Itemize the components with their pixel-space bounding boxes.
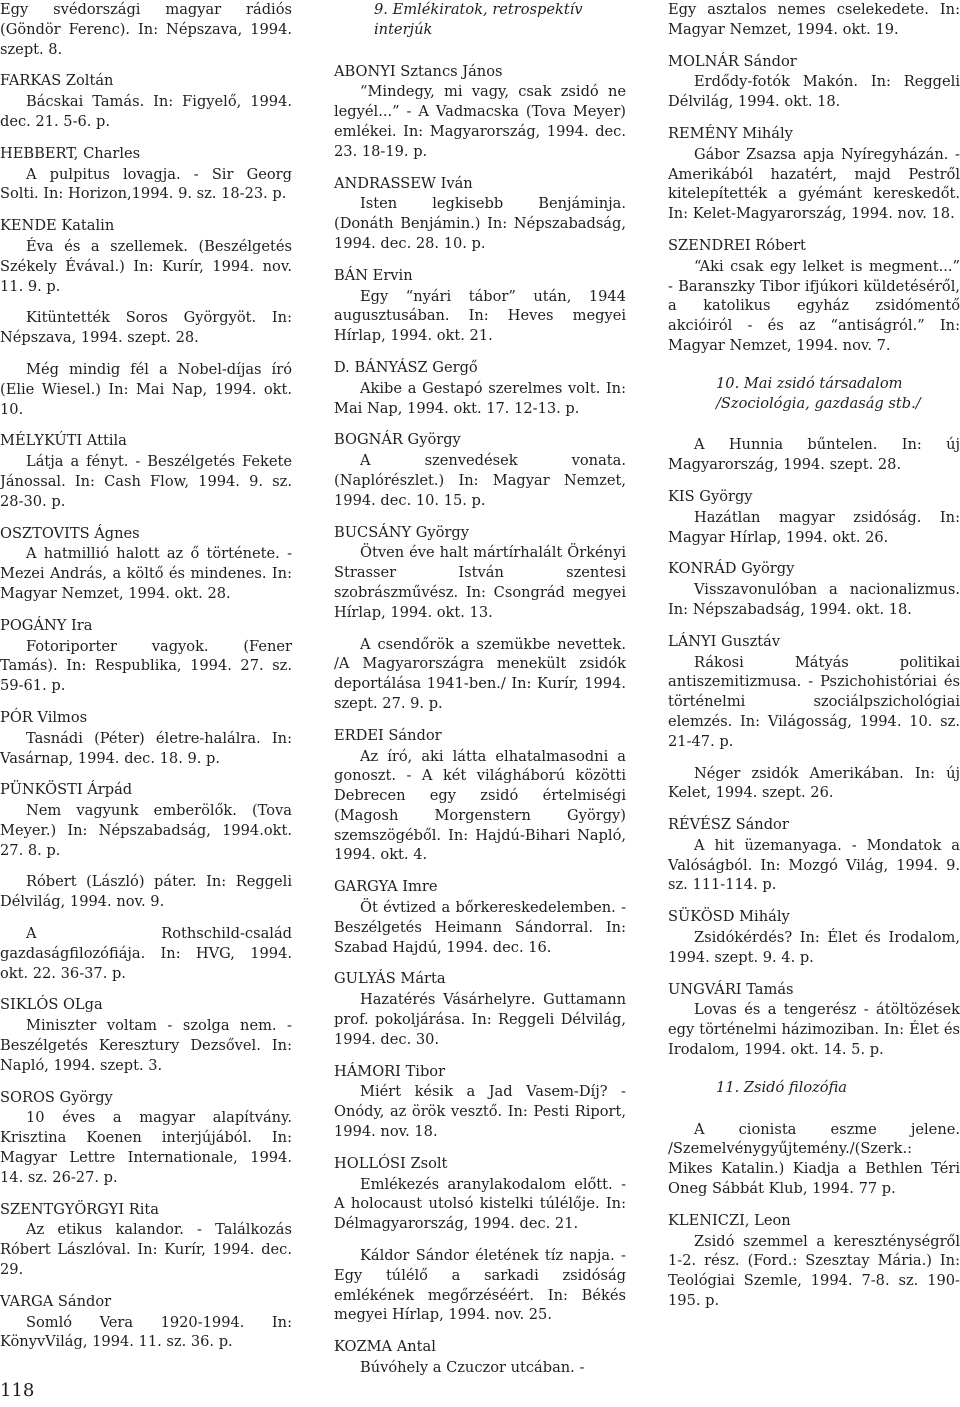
bibliography-entry [0,1088,292,1188]
entry-text: Ötven éve halt mártírhalált Örkényi Strasser István szentesi szobrászművész. In: Csongrád megyei Hírlap, 1994. okt. 13. [334,544,626,621]
author-name: MÉLYKÚTI Attila [0,432,127,450]
entry-text: Egy asztalos nemes cselekedete. In: Magyar Nemzet, 1994. okt. 19. [668,1,960,38]
bibliography-entry [334,62,626,162]
author-name: GULYÁS Márta [334,970,446,988]
entry-text: Akibe a Gestapó szerelmes volt. In: Mai Nap, 1994. okt. 17. 12-13. p. [334,379,626,417]
author-name: ANDRASSEW Iván [334,174,473,192]
author-name: KENDE Katalin [0,217,115,235]
section-heading: 9. Emlékiratok, retrospektív interjúk [374,1,583,38]
entry-text: Lovas és a tengerész - átöltözések egy történelmi házimoziban. In: Élet és Irodalom, 1994. okt. 14. 5. p. [668,1001,960,1059]
bibliography-entry [0,708,292,768]
entry-text: Búvóhely a Czuczor utcában. - [360,1359,585,1377]
entry-text: Látja a fényt. - Beszélgetés Fekete Jánossal. In: Cash Flow, 1994. 9. sz. 28-30. p. [0,453,292,510]
entry-text: Az író, aki látta elhatalmasodni a gonoszt. - A két világháború közötti Debrecen egy zsidó értelmiségi (Magosh Morgenstern György) szemszögéből. In: Hajdú-Bihari Napló, 1994. okt. 4. [334,747,626,864]
entry-text: Egy svédországi magyar rádiós (Göndör Ferenc). In: Népszava, 1994. szept. 8. [0,1,292,58]
bibliography-entry [0,524,292,604]
entry-text: Miért késik a Jad Vasem-Díj? - Onódy, az örök vesztő. In: Pesti Riport, 1994. nov. 18. [334,1083,626,1141]
entry-text: Zsidókérdés? In: Élet és Irodalom, 1994. szept. 9. 4. p. [668,929,960,966]
bibliography-entry [334,969,626,1049]
author-name: SIKLÓS OLga [0,996,103,1014]
entry-text: Gábor Zsazsa apja Nyíregyházán. - Amerikából hazatért, majd Pestről kitelepítették a gyémánt kereskedőt. In: Kelet-Magyarország, 1994. nov. 18. [668,145,960,223]
author-name: ERDEI Sándor [334,726,442,744]
bibliography-entry [0,1200,292,1280]
author-name: GARGYA Imre [334,878,438,896]
entry-text: A Hunnia bűntelen. In: új Magyarország, 1994. szept. 28. [668,436,960,474]
section-heading: 10. Mai zsidó társadalom /Szociológia, gazdaság stb./ [716,374,921,412]
author-name: HOLLÓSI Zsolt [334,1154,448,1172]
bibliography-entry [0,780,292,860]
author-name: BUCSÁNY György [334,523,470,541]
author-name: PÜNKÖSTI Árpád [0,781,133,799]
bibliography-entry [668,1211,960,1311]
bibliography-entry [334,523,626,623]
author-name: HEBBERT, Charles [0,144,141,162]
author-name: SÜKÖSD Mihály [668,908,790,926]
author-name: BOGNÁR György [334,431,461,449]
entry-text: Éva és a szellemek. (Beszélgetés Székely Évával.) In: Kurír, 1994. nov. 11. 9. p. [0,237,292,295]
entry-text: A pulpitus lovagja. - Sir Georg Solti. In: Horizon,1994. 9. sz. 18-23. p. [0,165,292,203]
entry-text: Róbert (László) páter. In: Reggeli Délvilág, 1994. nov. 9. [0,873,292,911]
bibliography-entry [0,0,292,59]
entry-text: Bácskai Tamás. In: Figyelő, 1994. dec. 21. 5-6. p. [0,93,292,130]
entry-text: Rákosi Mátyás politikai antiszemitizmusa. - Pszichohistóriai és történelmi szociálpszichológiai elemzés. In: Világosság, 1994. 10. sz. 21-47. p. [668,653,960,750]
author-name: KLENICZI, Leon [668,1211,791,1229]
entry-text: A csendőrök a szemükbe nevettek. /A Magyarországra menekült zsidók deportálása 1941-ben./ In: Kurír, 1994. szept. 27. 9. p. [334,635,626,712]
entry-text: Emlékezés aranylakodalom előtt. - A holocaust utolsó kistelki túlélője. In: Délmagyarország, 1994. dec. 21. [334,1175,626,1233]
author-name: OSZTOVITS Ágnes [0,524,140,542]
entry-text: Még mindig fél a Nobel-díjas író (Elie Wiesel.) In: Mai Nap, 1994. okt. 10. [0,360,292,418]
bibliography-entry [0,995,292,1075]
entry-text: Somló Vera 1920-1994. In: KönyvVilág, 1994. 11. sz. 36. p. [0,1313,292,1351]
author-name: POGÁNY Ira [0,616,93,634]
section-heading: 11. Zsidó filozófia [716,1078,848,1096]
bibliography-entry [668,632,960,752]
entry-text: Miniszter voltam - szolga nem. - Beszélgetés Keresztury Dezsővel. In: Napló, 1994. szept. 3. [0,1017,292,1074]
bibliography-entry [334,174,626,254]
bibliography-entry [334,430,626,510]
author-name: BÁN Ervin [334,266,413,284]
author-name: D. BÁNYÁSZ Gergő [334,358,478,376]
column-1 [0,0,292,1364]
bibliography-entry [668,236,960,356]
bibliography-entry [334,266,626,346]
page-number: 118 [0,1380,35,1401]
author-name: PÓR Vilmos [0,708,88,726]
entry-text: “Aki csak egy lelket is megment...” - Baranszky Tibor ifjúkori küldetéséről, a katolikus egyház zsidómentő akcióiról - és az “antiságról.” In: Magyar Nemzet, 1994. nov. 7. [668,257,960,354]
entry-text: A cionista eszme jelene. /Szemelvénygyűjtemény./(Szerk.: Mikes Katalin.) Kiadja a Bethlen Téri Oneg Sábbát Klub, 1994. 77 p. [668,1120,960,1198]
bibliography-entry [0,431,292,511]
entry-text: A hatmillió halott az ő története. - Mezei András, a költő és mindenes. In: Magyar Nemzet, 1994. okt. 28. [0,545,292,602]
bibliography-entry [668,1120,960,1199]
author-name: RÉVÉSZ Sándor [668,816,789,834]
entry-text: Öt évtized a bőrkereskedelemben. - Beszélgetés Heimann Sándorral. In: Szabad Hajdú, 1994. dec. 16. [334,899,626,956]
bibliography-entry [334,726,626,866]
bibliography-entry [0,308,292,348]
bibliography-entry [668,907,960,967]
entry-text: Az etikus kalandor. - Találkozás Róbert Lászlóval. In: Kurír, 1994. dec. 29. [0,1221,292,1279]
author-name: REMÉNY Mihály [668,124,793,142]
author-name: KIS György [668,487,753,505]
author-name: SOROS György [0,1088,113,1106]
entry-text: “Mindegy, mi vagy, csak zsidó ne legyél...” - A Vadmacska (Tova Meyer) emlékei. In: Magyarország, 1994. dec. 23. 18-19. p. [334,83,626,160]
column-2 [334,0,626,1390]
bibliography-entry [668,52,960,112]
entry-text: Zsidó szemmel a kereszténységről 1-2. rész. (Ford.: Szesztay Mária.) In: Teológiai Szemle, 1994. 7-8. sz. 190-195. p. [668,1232,960,1310]
entry-text: A hit üzemanyaga. - Mondatok a Valóságból. In: Mozgó Világ, 1994. 9. sz. 111-114. p. [668,836,960,894]
bibliography-entry [668,487,960,547]
bibliography-entry [0,71,292,131]
author-name: UNGVÁRI Tamás [668,980,794,998]
bibliography-entry [668,0,960,40]
entry-text: Néger zsidók Amerikában. In: új Kelet, 1994. szept. 26. [668,764,960,802]
entry-text: Hazatérés Vásárhelyre. Guttamann prof. pokoljárása. In: Reggeli Délvilág, 1994. dec. 30. [334,991,626,1048]
bibliography-entry [668,435,960,475]
bibliography-entry [668,980,960,1060]
author-name: HÁMORI Tibor [334,1062,446,1080]
author-name: VARGA Sándor [0,1292,112,1310]
bibliography-entry [0,616,292,696]
bibliography-entry [668,124,960,224]
bibliography-entry [0,144,292,204]
bibliography-entry [668,815,960,895]
author-name: MOLNÁR Sándor [668,52,797,70]
bibliography-entry [668,559,960,619]
author-name: KONRÁD György [668,560,795,578]
bibliography-entry [0,872,292,912]
bibliography-entry [0,216,292,296]
entry-text: 10 éves a magyar alapítvány. Krisztina Koenen interjújából. In: Magyar Lettre Internationale, 1994. 14. sz. 26-27. p. [0,1109,292,1186]
entry-text: Nem vagyunk emberölők. (Tova Meyer.) In: Népszabadság, 1994.okt. 27. 8. p. [0,802,292,859]
bibliography-entry [334,358,626,418]
entry-text: A Rothschild-család gazdaságfilozófiája. In: HVG, 1994. okt. 22. 36-37. p. [0,925,292,982]
author-name: KOZMA Antal [334,1338,436,1356]
bibliography-entry [668,764,960,804]
bibliography-entry [334,635,626,714]
entry-text: Káldor Sándor életének tíz napja. - Egy túlélő a sarkadi zsidóság emlékének megőrzéséért. In: Békés megyei Hírlap, 1994. nov. 25. [334,1247,626,1324]
entry-text: Visszavonulóban a nacionalizmus. In: Népszabadság, 1994. okt. 18. [668,581,960,618]
bibliography-entry [0,360,292,419]
entry-text: Tasnádi (Péter) életre-halálra. In: Vasárnap, 1994. dec. 18. 9. p. [0,729,292,767]
entry-text: Kitüntették Soros Györgyöt. In: Népszava, 1994. szept. 28. [0,309,292,347]
column-3 [668,0,960,1323]
author-name: LÁNYI Gusztáv [668,632,781,650]
entry-text: Egy “nyári tábor” után, 1944 augusztusában. In: Heves megyei Hírlap, 1994. okt. 21. [334,287,626,345]
bibliography-entry [334,1337,626,1378]
entry-text: A szenvedések vonata. (Naplórészlet.) In: Magyar Nemzet, 1994. dec. 10. 15. p. [334,452,626,509]
entry-text: Hazátlan magyar zsidóság. In: Magyar Hírlap, 1994. okt. 26. [668,508,960,546]
bibliography-entry [334,1062,626,1142]
entry-text: Isten legkisebb Benjáminja. (Donáth Benjámin.) In: Népszabadság, 1994. dec. 28. 10. p. [334,195,626,252]
author-name: ABONYI Sztancs János [334,62,503,80]
bibliography-entry [0,1292,292,1352]
author-name: FARKAS Zoltán [0,72,114,90]
bibliography-entry [0,924,292,983]
entry-text: Fotoriporter vagyok. (Fener Tamás). In: Respublika, 1994. 27. sz. 59-61. p. [0,637,292,695]
bibliography-entry [334,877,626,957]
bibliography-entry [334,1154,626,1234]
bibliography-entry [334,1246,626,1325]
entry-text: Erdődy-fotók Makón. In: Reggeli Délvilág, 1994. okt. 18. [668,73,960,111]
author-name: SZENDREI Róbert [668,236,806,254]
author-name: SZENTGYÖRGYI Rita [0,1200,159,1218]
